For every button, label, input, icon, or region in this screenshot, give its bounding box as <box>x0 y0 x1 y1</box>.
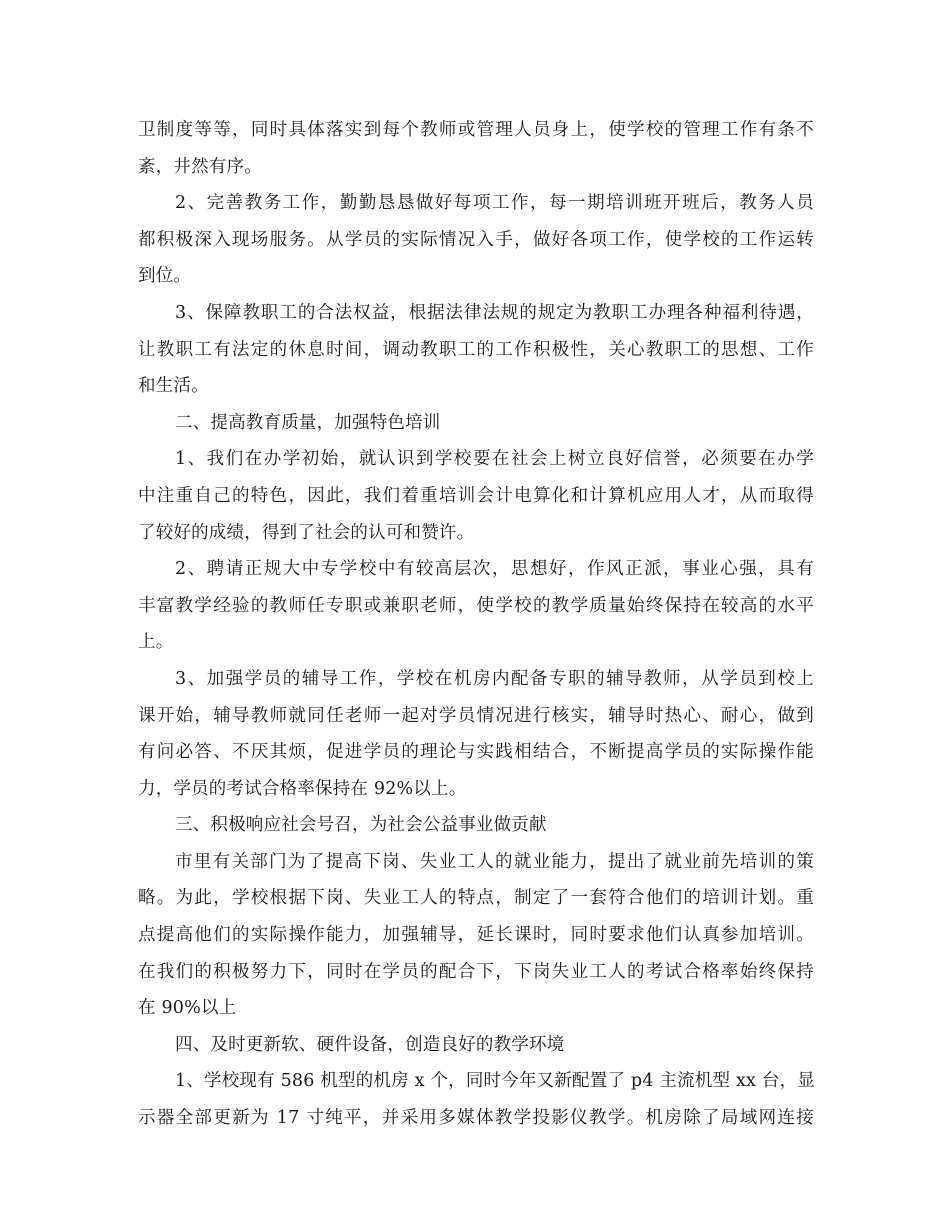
text-line: 在 90%以上 <box>138 998 237 1019</box>
text-line: 上。 <box>138 632 174 653</box>
text-line: 示器全部更新为 17 寸纯平，并采用多媒体教学投影仪教学。机房除了局域网连接 <box>138 1108 814 1129</box>
text-line: 和生活。 <box>138 376 209 397</box>
text-line: 四、及时更新软、硬件设备，创造良好的教学环境 <box>175 1034 565 1055</box>
text-line: 1、学校现有 586 机型的机房 x 个，同时今年又新配置了 p4 主流机型 xx 台，显 <box>175 1071 815 1092</box>
document-body <box>138 112 814 1137</box>
text-line: 3、保障教职工的合法权益，根据法律法规的规定为教职工办理各种福利待遇， <box>175 302 814 323</box>
text-line: 三、积极响应社会号召，为社会公益事业做贡献 <box>175 815 547 836</box>
text-line: 到位。 <box>138 266 192 287</box>
text-line: 点提高他们的实际操作能力，加强辅导，延长课时，同时要求他们认真参加培训。 <box>138 925 814 946</box>
text-line: 1、我们在办学初始，就认识到学校要在社会上树立良好信誉，必须要在办学 <box>175 449 814 470</box>
text-line: 都积极深入现场服务。从学员的实际情况入手，做好各项工作，使学校的工作运转 <box>138 229 814 250</box>
text-line: 让教职工有法定的休息时间，调动教职工的工作积极性，关心教职工的思想、工作 <box>138 339 814 360</box>
text-line: 课开始，辅导教师就同任老师一起对学员情况进行核实，辅导时热心、耐心，做到 <box>138 705 814 726</box>
text-line: 略。为此，学校根据下岗、失业工人的特点，制定了一套符合他们的培训计划。重 <box>138 888 814 909</box>
text-line: 在我们的积极努力下，同时在学员的配合下，下岗失业工人的考试合格率始终保持 <box>138 961 814 982</box>
text-line: 3、加强学员的辅导工作，学校在机房内配备专职的辅导教师，从学员到校上 <box>175 668 814 689</box>
text-line: 中注重自己的特色，因此，我们着重培训会计电算化和计算机应用人才，从而取得 <box>138 485 814 506</box>
text-line: 力，学员的考试合格率保持在 92%以上。 <box>138 778 467 799</box>
text-line: 卫制度等等，同时具体落实到每个教师或管理人员身上，使学校的管理工作有条不 <box>138 120 814 140</box>
text-line: 紊，井然有序。 <box>138 156 262 177</box>
text-line: 了较好的成绩，得到了社会的认可和赞许。 <box>138 522 475 543</box>
text-line: 2、聘请正规大中专学校中有较高层次，思想好，作风正派，事业心强，具有 <box>175 559 814 580</box>
text-line: 市里有关部门为了提高下岗、失业工人的就业能力，提出了就业前先培训的策 <box>175 851 814 872</box>
text-line: 有问必答、不厌其烦，促进学员的理论与实践相结合，不断提高学员的实际操作能 <box>138 742 814 763</box>
text-line: 2、完善教务工作，勤勤恳恳做好每项工作，每一期培训班开班后，教务人员 <box>175 193 814 214</box>
text-line: 二、提高教育质量，加强特色培训 <box>175 412 441 433</box>
text-line: 丰富教学经验的教师任专职或兼职老师，使学校的教学质量始终保持在较高的水平 <box>138 595 814 616</box>
